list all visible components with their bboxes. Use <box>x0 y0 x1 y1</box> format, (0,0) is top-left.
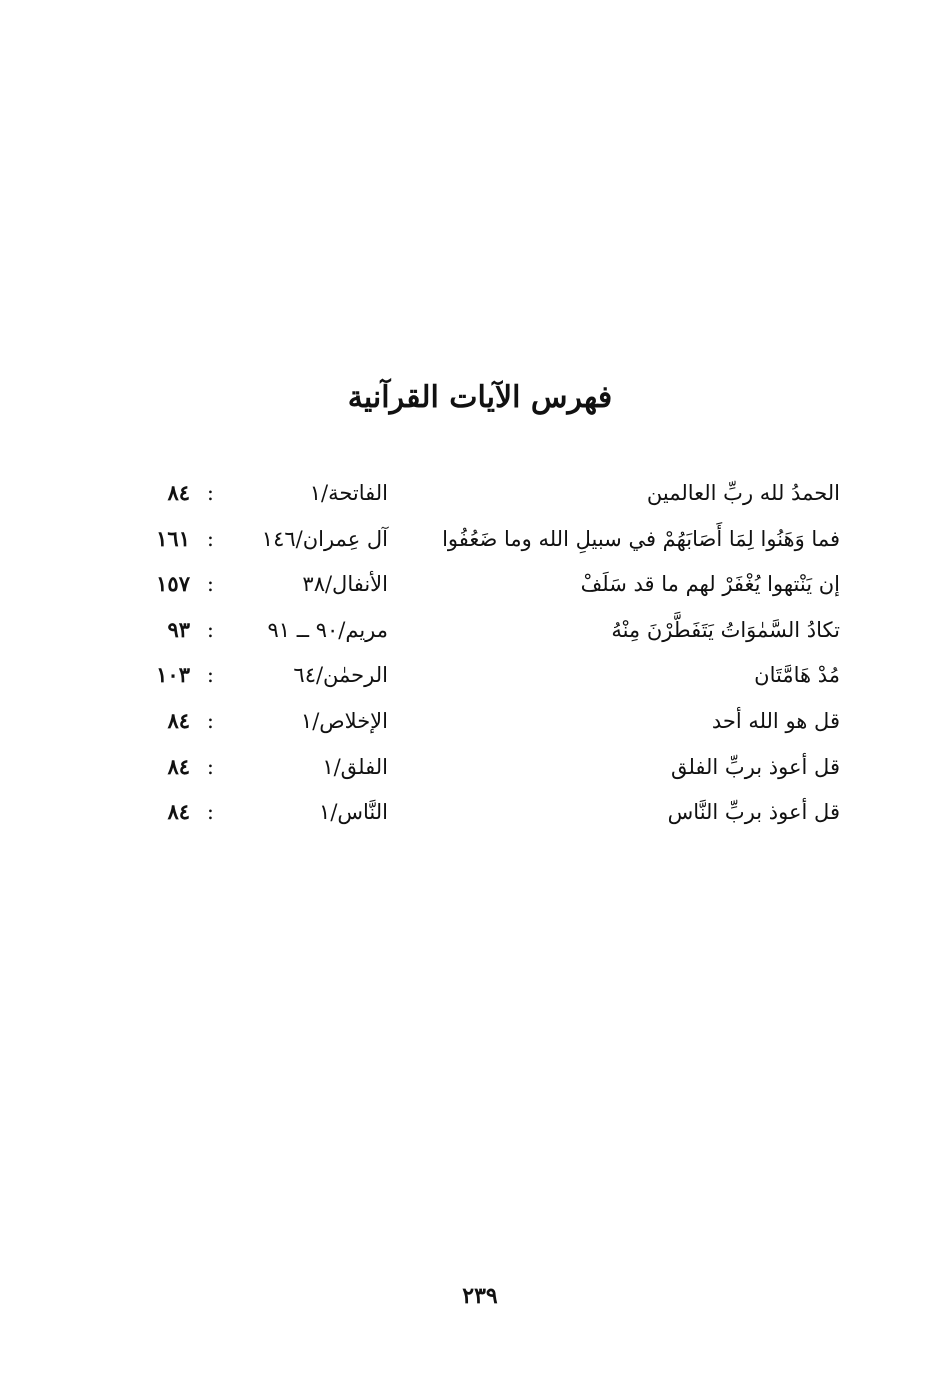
separator: : <box>206 663 214 688</box>
verse-index-list <box>150 474 840 839</box>
index-entry <box>150 793 840 839</box>
verse-text: تكادُ السَّمٰوَاتُ يَتَفَطَّرْنَ مِنْهُ <box>611 617 840 642</box>
verse-text: فما وَهَنُوا لِمَا أَصَابَهُمْ في سبيلِ الله وما ضَعُفُوا <box>442 526 840 551</box>
surah-reference: مريم/٩٠ ــ ٩١ <box>267 617 388 642</box>
separator: : <box>206 617 214 642</box>
page-reference: ١٥٧ <box>156 571 190 597</box>
page-reference: ٨٤ <box>167 753 190 779</box>
index-entry <box>150 748 840 794</box>
index-entry <box>150 656 840 702</box>
surah-reference: الفلق/١ <box>322 754 388 779</box>
page-number: ٢٣٩ <box>462 1283 498 1309</box>
verse-text: قل هو الله أحد <box>711 708 840 733</box>
verse-text: إن يَنْتهوا يُغْفَرْ لهم ما قد سَلَفْ <box>580 572 840 597</box>
surah-reference: الفاتحة/١ <box>309 481 388 505</box>
page-reference: ١٠٣ <box>156 662 190 688</box>
surah-reference: الإخلاص/١ <box>300 708 388 733</box>
surah-reference: الأنفال/٣٨ <box>302 572 388 597</box>
page-reference: ٨٤ <box>167 707 190 733</box>
surah-reference: الرحمٰن/٦٤ <box>293 663 388 688</box>
index-entry <box>150 520 840 566</box>
verse-text: قل أعوذ بربِّ النَّاس <box>667 800 840 825</box>
separator: : <box>206 526 214 551</box>
separator: : <box>206 481 214 505</box>
index-entry <box>150 611 840 657</box>
surah-reference: آل عِمران/١٤٦ <box>261 526 388 551</box>
page-reference: ٩٣ <box>167 616 190 642</box>
page-title: فهرس الآيات القرآنية <box>347 380 613 415</box>
separator: : <box>206 754 214 779</box>
surah-reference: النَّاس/١ <box>319 800 388 825</box>
page-reference: ٨٤ <box>167 480 190 505</box>
separator: : <box>206 800 214 825</box>
separator: : <box>206 572 214 597</box>
index-entry <box>150 474 840 520</box>
separator: : <box>206 708 214 733</box>
index-entry <box>150 702 840 748</box>
page-reference: ٨٤ <box>167 799 190 825</box>
index-entry <box>150 565 840 611</box>
page-reference: ١٦١ <box>156 525 190 551</box>
verse-text: مُدْ هَامَّتَان <box>754 663 840 688</box>
verse-text: الحمدُ لله ربِّ العالمين <box>646 481 840 505</box>
verse-text: قل أعوذ بربِّ الفلق <box>670 754 840 779</box>
